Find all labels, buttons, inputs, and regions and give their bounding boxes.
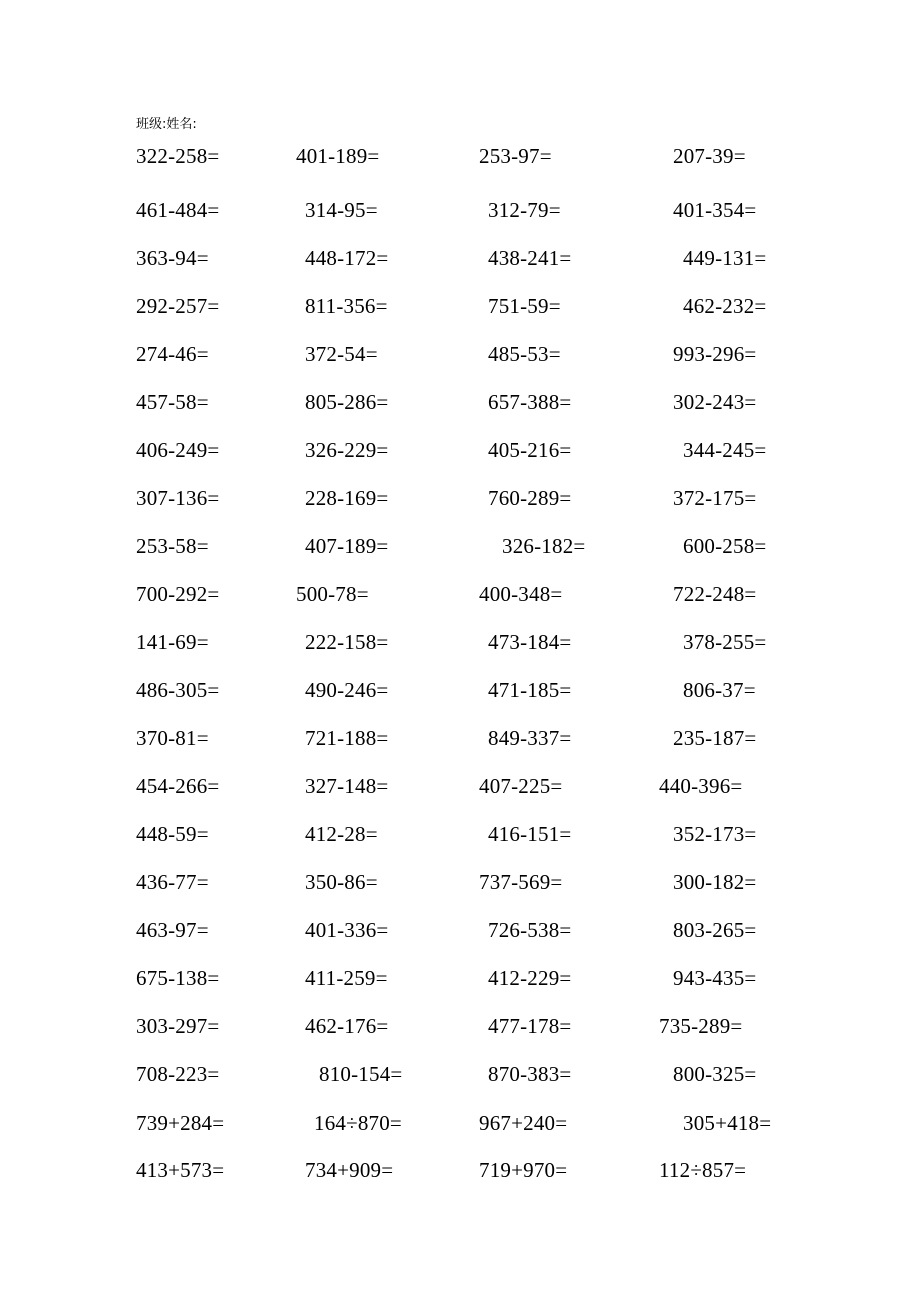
problem-r18-c1: 675-138=: [136, 966, 220, 990]
problem-r4-c3: 751-59=: [488, 294, 561, 318]
problem-r12-c4: 806-37=: [683, 678, 756, 702]
problem-r13-c3: 849-337=: [488, 726, 572, 750]
problem-r15-c2: 412-28=: [305, 822, 378, 846]
problem-r8-c2: 228-169=: [305, 486, 389, 510]
problem-r4-c2: 811-356=: [305, 294, 388, 318]
problem-r14-c3: 407-225=: [479, 774, 563, 798]
problem-r12-c3: 471-185=: [488, 678, 572, 702]
problem-r20-c1: 708-223=: [136, 1062, 220, 1086]
problem-r7-c4: 344-245=: [683, 438, 767, 462]
problem-r7-c3: 405-216=: [488, 438, 572, 462]
problem-r19-c4: 735-289=: [659, 1014, 743, 1038]
problem-r21-c1: 739+284=: [136, 1111, 225, 1135]
problem-r1-c2: 401-189=: [296, 144, 380, 168]
problem-r3-c1: 363-94=: [136, 246, 209, 270]
problem-r4-c4: 462-232=: [683, 294, 767, 318]
problem-r16-c1: 436-77=: [136, 870, 209, 894]
problem-r12-c2: 490-246=: [305, 678, 389, 702]
problem-r11-c3: 473-184=: [488, 630, 572, 654]
problem-r20-c3: 870-383=: [488, 1062, 572, 1086]
problem-r13-c2: 721-188=: [305, 726, 389, 750]
problem-r12-c1: 486-305=: [136, 678, 220, 702]
problem-r9-c1: 253-58=: [136, 534, 209, 558]
problem-r2-c4: 401-354=: [673, 198, 757, 222]
problem-r9-c3: 326-182=: [502, 534, 586, 558]
problem-r21-c2: 164÷870=: [314, 1111, 402, 1135]
problem-r13-c1: 370-81=: [136, 726, 209, 750]
name-label: 姓名:: [166, 117, 197, 132]
problem-r14-c1: 454-266=: [136, 774, 220, 798]
problem-r16-c3: 737-569=: [479, 870, 563, 894]
problem-r18-c2: 411-259=: [305, 966, 388, 990]
problem-r22-c2: 734+909=: [305, 1158, 394, 1182]
problem-r20-c4: 800-325=: [673, 1062, 757, 1086]
problem-r1-c4: 207-39=: [673, 144, 746, 168]
problem-r2-c1: 461-484=: [136, 198, 220, 222]
problem-r1-c3: 253-97=: [479, 144, 552, 168]
problem-r3-c4: 449-131=: [683, 246, 767, 270]
problem-r4-c1: 292-257=: [136, 294, 220, 318]
problem-r5-c4: 993-296=: [673, 342, 757, 366]
problem-r17-c4: 803-265=: [673, 918, 757, 942]
problem-r9-c4: 600-258=: [683, 534, 767, 558]
problem-r11-c1: 141-69=: [136, 630, 209, 654]
problem-r10-c3: 400-348=: [479, 582, 563, 606]
problem-r19-c2: 462-176=: [305, 1014, 389, 1038]
problem-r3-c2: 448-172=: [305, 246, 389, 270]
problem-r5-c1: 274-46=: [136, 342, 209, 366]
problem-r14-c4: 440-396=: [659, 774, 743, 798]
problem-r9-c2: 407-189=: [305, 534, 389, 558]
problem-r17-c2: 401-336=: [305, 918, 389, 942]
problem-r17-c1: 463-97=: [136, 918, 209, 942]
problem-r22-c1: 413+573=: [136, 1158, 225, 1182]
problem-r5-c3: 485-53=: [488, 342, 561, 366]
problem-r18-c3: 412-229=: [488, 966, 572, 990]
problem-r21-c3: 967+240=: [479, 1111, 568, 1135]
problem-r2-c3: 312-79=: [488, 198, 561, 222]
problem-r19-c1: 303-297=: [136, 1014, 220, 1038]
problem-r3-c3: 438-241=: [488, 246, 572, 270]
problem-r15-c4: 352-173=: [673, 822, 757, 846]
problem-r14-c2: 327-148=: [305, 774, 389, 798]
problem-r7-c1: 406-249=: [136, 438, 220, 462]
problem-r10-c4: 722-248=: [673, 582, 757, 606]
problem-r13-c4: 235-187=: [673, 726, 757, 750]
problem-r17-c3: 726-538=: [488, 918, 572, 942]
problem-r22-c4: 112÷857=: [659, 1158, 747, 1182]
problem-r15-c3: 416-151=: [488, 822, 572, 846]
problem-r18-c4: 943-435=: [673, 966, 757, 990]
class-label: 班级:: [136, 117, 167, 132]
problem-r11-c2: 222-158=: [305, 630, 389, 654]
problem-r8-c4: 372-175=: [673, 486, 757, 510]
problem-r21-c4: 305+418=: [683, 1111, 772, 1135]
problem-r6-c3: 657-388=: [488, 390, 572, 414]
problem-r8-c1: 307-136=: [136, 486, 220, 510]
problem-r1-c1: 322-258=: [136, 144, 220, 168]
problem-r20-c2: 810-154=: [319, 1062, 403, 1086]
problem-r6-c2: 805-286=: [305, 390, 389, 414]
problem-r11-c4: 378-255=: [683, 630, 767, 654]
problem-r15-c1: 448-59=: [136, 822, 209, 846]
problem-r8-c3: 760-289=: [488, 486, 572, 510]
problem-r16-c4: 300-182=: [673, 870, 757, 894]
problem-r2-c2: 314-95=: [305, 198, 378, 222]
problem-r7-c2: 326-229=: [305, 438, 389, 462]
problem-r16-c2: 350-86=: [305, 870, 378, 894]
problem-r10-c1: 700-292=: [136, 582, 220, 606]
problem-r22-c3: 719+970=: [479, 1158, 568, 1182]
problem-r6-c4: 302-243=: [673, 390, 757, 414]
problem-r10-c2: 500-78=: [296, 582, 369, 606]
problem-r5-c2: 372-54=: [305, 342, 378, 366]
problem-r19-c3: 477-178=: [488, 1014, 572, 1038]
problem-r6-c1: 457-58=: [136, 390, 209, 414]
